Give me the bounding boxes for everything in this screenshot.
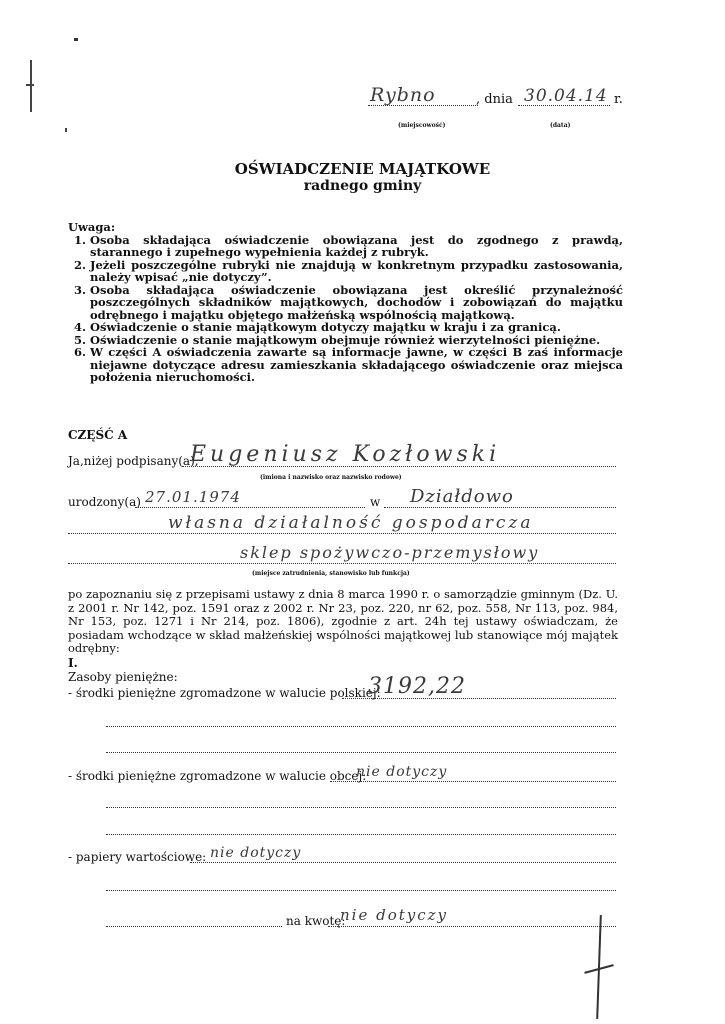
margin-dot — [74, 38, 78, 41]
date-handwritten: 30.04.14 — [524, 86, 608, 106]
part-a-heading: CZĘŚĆ A — [68, 428, 128, 442]
note-item: 4. Oświadczenie o stanie majątkowym dotyczy majątku w kraju i za granicą. — [90, 321, 623, 334]
date-prefix: , dnia — [476, 92, 513, 107]
note-item: 3. Osoba składająca oświadczenie obowiązana jest określić przynależność poszczególnych składników majątkowych, dochodów i zobowiązań do majątku odrębnego i majątku objętego małżeńską wspólnością majątkową. — [90, 284, 623, 322]
pln-extra-line-1 — [106, 726, 616, 727]
employment-caption: (miejsce zatrudnienia, stanowisko lub funkcja) — [252, 570, 410, 577]
born-line — [135, 507, 365, 508]
name-caption: (imiona i nazwisko oraz nazwisko rodowe) — [260, 474, 402, 481]
header-place-date — [360, 84, 690, 112]
born-in-label: w — [370, 495, 381, 509]
section-roman: I. — [68, 656, 78, 670]
page-subtitle: radnego gminy — [303, 178, 422, 194]
born-in-line — [384, 507, 616, 508]
amount-label: na kwotę: — [286, 914, 346, 928]
tick-mark — [65, 128, 67, 132]
date-caption: (data) — [550, 122, 571, 129]
employment-value-2: sklep spożywczo-przemysłowy — [240, 543, 540, 562]
pln-label: - środki pieniężne zgromadzone w walucie polskiej: — [68, 686, 381, 700]
securities-extra-line — [106, 890, 616, 891]
foreign-extra-line-2 — [106, 834, 616, 835]
note-item: 5. Oświadczenie o stanie majątkowym obejmuje również wierzytelności pieniężne. — [90, 334, 623, 347]
pln-extra-line-2 — [106, 752, 616, 753]
foreign-value: nie dotyczy — [356, 764, 448, 780]
securities-label: - papiery wartościowe: — [68, 850, 207, 864]
note-item: 1. Osoba składająca oświadczenie obowiązana jest do zgodnego z prawdą, starannego i zupełnego wypełnienia każdej z rubryk. — [90, 234, 623, 259]
born-label: urodzony(a) — [68, 495, 141, 509]
page-title: OŚWIADCZENIE MAJĄTKOWE — [234, 160, 491, 178]
statement-text: po zapoznaniu się z przepisami ustawy z dnia 8 marca 1990 r. o samorządzie gminnym (Dz. U. z 2001 r. Nr 142, poz. 1591 oraz z 2002 r. Nr 23, poz. 220, nr 62, poz. 558, Nr 113, poz. 984, Nr 153, poz. 1271 i Nr 214, poz. 1806), zgodnie z art. 24h tej ustawy oświadczam, że posiadam wchodzące w skład małżeńskiej wspólności majątkowej lub stanowiące mój majątek odrębny: — [68, 587, 618, 655]
place-handwritten: Rybno — [370, 84, 436, 106]
margin-mark — [30, 60, 32, 112]
amount-value: nie dotyczy — [340, 906, 449, 924]
foreign-extra-line-1 — [106, 807, 616, 808]
foreign-line — [330, 781, 616, 782]
amount-line — [328, 926, 616, 927]
place-caption: (miejscowość) — [398, 122, 446, 129]
pln-value: 3192,22 — [368, 674, 466, 699]
securities-value: nie dotyczy — [210, 845, 302, 861]
foreign-label: - środki pieniężne zgromadzone w walucie obcej: — [68, 769, 367, 783]
date-suffix: r. — [614, 92, 623, 107]
employment-line-1 — [68, 533, 616, 534]
signed-label: Ja,niżej podpisany(a), — [68, 454, 199, 468]
margin-mark-tick — [26, 84, 34, 86]
notes-heading: Uwaga: — [68, 220, 116, 234]
section-heading: Zasoby pieniężne: — [68, 670, 178, 684]
born-in-value: Działdowo — [410, 486, 514, 507]
signed-value: Eugeniusz Kozłowski — [190, 442, 501, 467]
employment-line-2 — [68, 563, 616, 564]
notes-list — [68, 234, 623, 384]
notes-block — [68, 221, 623, 384]
note-item: 6. W części A oświadczenia zawarte są informacje jawne, w części B zaś informacje niejawne dotyczące adresu zamieszkania składającego oświadczenie oraz miejsca położenia nieruchomości. — [90, 346, 623, 384]
securities-line — [190, 862, 616, 863]
employment-value-1: własna działalność gospodarcza — [168, 513, 534, 533]
amount-lead-line — [106, 926, 282, 927]
born-value: 27.01.1974 — [145, 488, 241, 506]
note-item: 2. Jeżeli poszczególne rubryki nie znajdują w konkretnym przypadku zastosowania, należy wpisać „nie dotyczy”. — [90, 259, 623, 284]
